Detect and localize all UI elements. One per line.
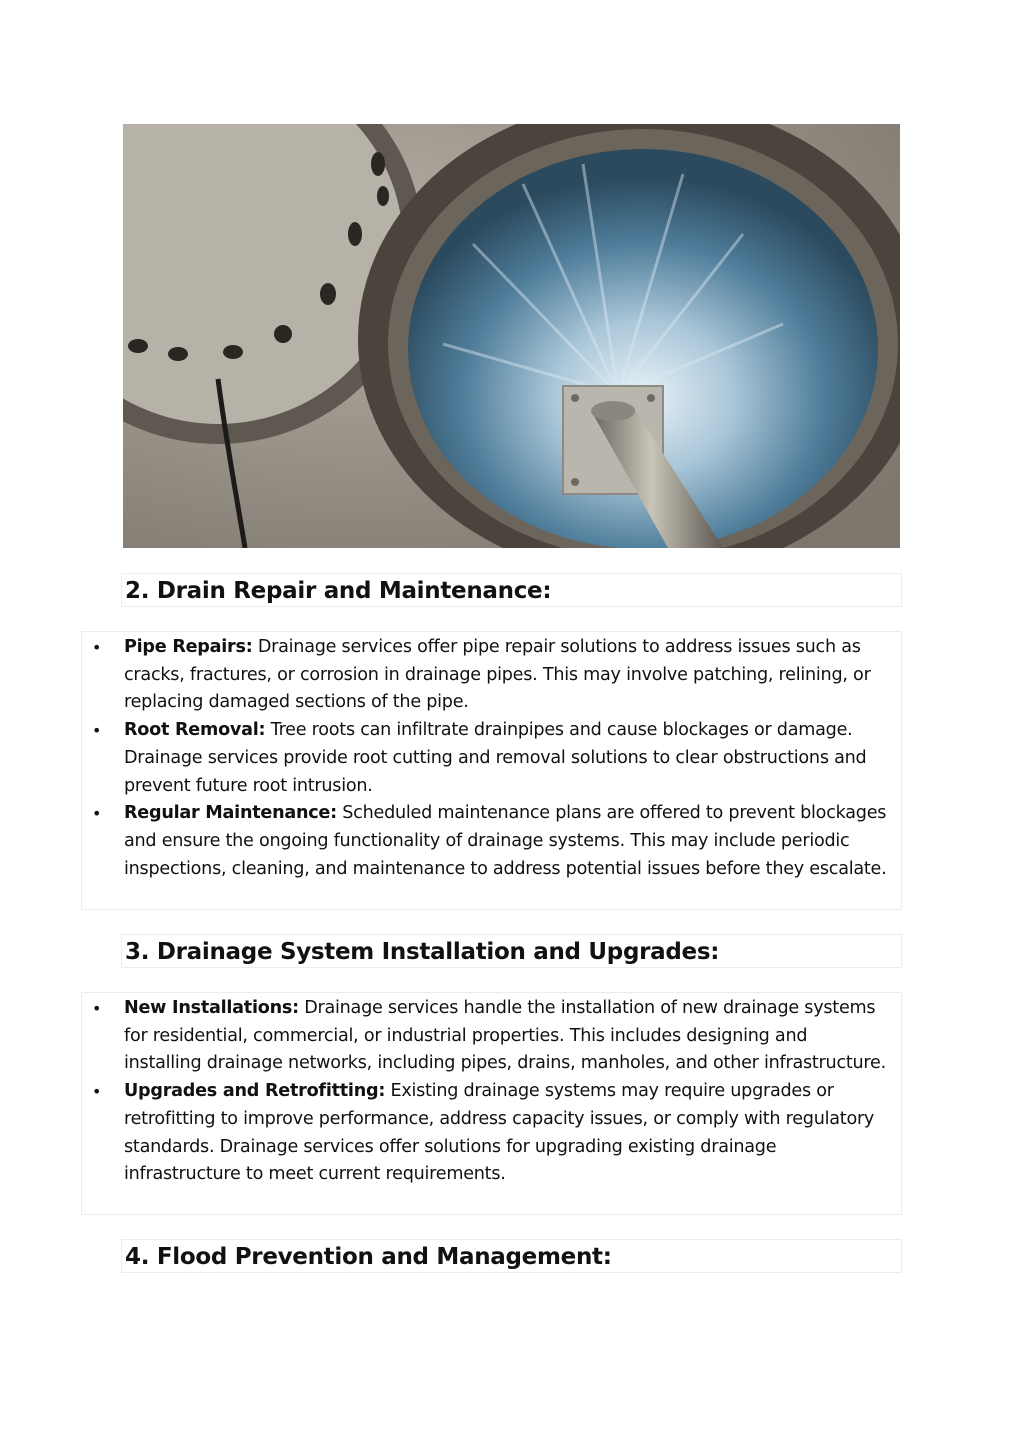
bullet-icon: • <box>92 804 102 824</box>
item-text: Scheduled maintenance plans are offered to prevent blockages and ensure the ongoing functionality of drainage systems. This may include periodic inspections, cleaning, and maintenance to address potential issues before they escalate. <box>124 803 887 879</box>
item-term: New Installations: <box>124 998 299 1018</box>
list-item <box>82 995 901 1078</box>
item-term: Upgrades and Retrofitting: <box>124 1081 386 1102</box>
item-text: Drainage services offer pipe repair solutions to address issues such as cracks, fractures, or corrosion in drainage pipes. This may involve patching, relining, or replacing damaged sections of the pipe. <box>124 637 871 713</box>
item-term: Root Removal: <box>124 720 266 741</box>
section-heading-installation: 3. Drainage System Installation and Upgrades: <box>121 934 902 968</box>
drain-repair-list <box>81 631 902 910</box>
item-text: Existing drainage systems may require upgrades or retrofitting to improve performance, address capacity issues, or comply with regulatory standards. Drainage services offer solutions for upgrading existing drainage infrastructure to meet current requirements. <box>124 1081 875 1185</box>
list-item <box>82 800 901 883</box>
bullet-icon: • <box>92 999 102 1018</box>
list-item <box>82 717 901 800</box>
item-term: Regular Maintenance: <box>124 803 337 824</box>
list-item <box>82 1078 901 1189</box>
bullet-icon: • <box>92 721 102 741</box>
drain-jetting-photo <box>123 124 900 548</box>
bullet-icon: • <box>92 638 102 657</box>
bullet-icon: • <box>92 1082 102 1102</box>
installation-list <box>81 992 902 1215</box>
item-text: Tree roots can infiltrate drainpipes and cause blockages or damage. Drainage services provide root cutting and removal solutions to clear obstructions and prevent future root intrusion. <box>124 720 867 796</box>
list-item <box>82 634 901 717</box>
section-heading-drain-repair: 2. Drain Repair and Maintenance: <box>121 573 902 607</box>
item-term: Pipe Repairs: <box>124 637 253 657</box>
section-heading-flood: 4. Flood Prevention and Management: <box>121 1239 902 1273</box>
item-text: Drainage services handle the installation of new drainage systems for residential, commercial, or industrial properties. This includes designing and installing drainage networks, including pipes, drains, manholes, and other infrastructure. <box>124 998 886 1074</box>
